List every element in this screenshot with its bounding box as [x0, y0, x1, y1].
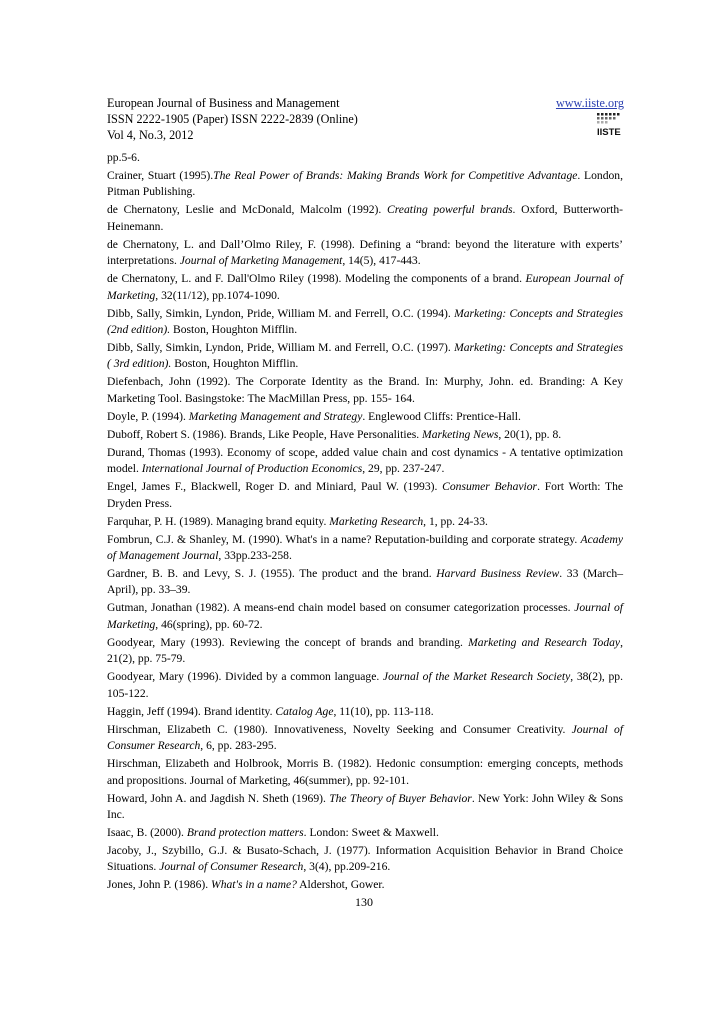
reference-text: , 32(11/12), pp.1074-1090. [155, 288, 280, 302]
reference-text: Dibb, Sally, Simkin, Lyndon, Pride, William M. and Ferrell, O.C. (1994). [107, 306, 455, 320]
reference-entry [107, 409, 623, 425]
reference-entry [107, 791, 623, 824]
reference-entry [107, 150, 623, 166]
journal-header [107, 95, 624, 143]
reference-italic-text: Journal of the Market Research Society [382, 670, 571, 684]
reference-italic-text: Creating powerful brands [386, 203, 513, 217]
reference-text: Hirschman, Elizabeth C. (1980). Innovativeness, Novelty Seeking and Consumer Creativity. [107, 722, 572, 736]
journal-volume: Vol 4, No.3, 2012 [107, 128, 194, 142]
reference-text: . Fort Worth: The Dryden Press. [107, 480, 624, 510]
reference-text: , 6, pp. 283-295. [200, 739, 277, 753]
reference-text: , 29, pp. 237-247. [362, 462, 445, 476]
reference-text: . New York: John Wiley & Sons Inc. [107, 791, 623, 821]
reference-entry [107, 722, 623, 755]
reference-text: Diefenbach, John (1992). The Corporate Identity as the Brand. In: Murphy, John. ed. Branding: A Key Marketing Tool. Basingstoke: The MacMillan Press, pp. 155- 164. [107, 375, 623, 405]
reference-italic-text: The Real Power of Brands: Making Brands Work for Competitive Advantage [213, 169, 578, 182]
reference-text: , 3(4), pp.209-216. [303, 860, 391, 874]
reference-entry [107, 202, 623, 235]
reference-italic-text: European Journal of Marketing [107, 272, 623, 302]
reference-text: Goodyear, Mary (1996). Divided by a common language. [107, 670, 383, 684]
reference-text: . 33 (March–April), pp. 33–39. [107, 567, 623, 597]
reference-text: Fombrun, C.J. & Shanley, M. (1990). What's in a name? Reputation-building and corporate strategy. [107, 532, 581, 546]
reference-text: . London, Pitman Publishing. [107, 169, 623, 199]
reference-text: , 20(1), pp. 8. [498, 427, 562, 441]
reference-entry [107, 635, 623, 668]
reference-text: de Chernatony, L. and Dall’Olmo Riley, F. (1998). Defining a “brand: beyond the literature with experts’ interpretations. [107, 237, 623, 268]
reference-text: Boston, Houghton Mifflin. [170, 323, 298, 337]
reference-text: Durand, Thomas (1993). Economy of scope, added value chain and cost dynamics - A tentative optimization model. [107, 445, 623, 476]
journal-url-link[interactable]: www.iiste.org [555, 96, 624, 110]
reference-entry [107, 756, 623, 789]
reference-text: Howard, John A. and Jagdish N. Sheth (1969). [107, 791, 330, 805]
page-number: 130 [355, 895, 373, 909]
reference-italic-text: Marketing and Research Today [468, 635, 621, 649]
reference-text: Dibb, Sally, Simkin, Lyndon, Pride, William M. and Ferrell, O.C. (1997). [107, 341, 455, 355]
reference-text: , 14(5), 417-443. [342, 254, 421, 268]
reference-text: Aldershot, Gower. [296, 878, 385, 892]
reference-italic-text: The Theory of Buyer Behavior [329, 791, 472, 805]
reference-entry [107, 374, 623, 407]
reference-text: . Oxford, Butterworth-Heinemann. [107, 203, 624, 233]
reference-italic-text: Harvard Business Review [436, 567, 560, 581]
reference-italic-text: Journal of Marketing Management [179, 254, 343, 268]
reference-text: , 46(spring), pp. 60-72. [155, 617, 263, 631]
reference-text: pp.5-6. [107, 151, 140, 164]
reference-text: Haggin, Jeff (1994). Brand identity. [107, 704, 276, 718]
reference-italic-text: Academy of Management Journal [107, 532, 623, 563]
reference-text: , 11(10), pp. 113-118. [333, 704, 434, 718]
reference-text: Isaac, B. (2000). [107, 825, 187, 839]
reference-entry [107, 704, 623, 720]
reference-entry [107, 306, 623, 339]
reference-italic-text: Marketing: Concepts and Strategies ( 3rd edition). [107, 341, 623, 371]
reference-italic-text: Marketing: Concepts and Strategies (2nd edition). [107, 306, 623, 337]
reference-text: Jacoby, J., Szybillo, G.J. & Busato-Schach, J. (1977). Information Acquisition Behavior in Brand Choice Situations. [107, 843, 623, 874]
reference-italic-text: What's in a name? [211, 878, 297, 892]
reference-text: Gutman, Jonathan (1982). A means-end chain model based on consumer categorization processes. [107, 601, 575, 615]
reference-text: Farquhar, P. H. (1989). Managing brand equity. [107, 514, 330, 528]
reference-text: Engel, James F., Blackwell, Roger D. and Miniard, Paul W. (1993). [107, 480, 443, 494]
reference-entry [107, 669, 623, 702]
reference-entry [107, 877, 623, 893]
reference-entry [107, 237, 623, 270]
reference-text: Gardner, B. B. and Levy, S. J. (1955). The product and the brand. [107, 567, 437, 581]
reference-entry [107, 532, 623, 565]
reference-italic-text: Brand protection matters [186, 825, 304, 839]
reference-text: Hirschman, Elizabeth and Holbrook, Morris B. (1982). Hedonic consumption: emerging concepts, methods and propositions. Journal of Marketing, 46(summer), pp. 92-101. [107, 757, 623, 787]
reference-entry [107, 168, 623, 201]
reference-italic-text: Catalog Age [275, 704, 334, 718]
reference-text: Duboff, Robert S. (1986). Brands, Like People, Have Personalities. [107, 427, 423, 441]
logo-text: IISTE [597, 127, 621, 137]
reference-entry [107, 479, 623, 512]
reference-entry [107, 514, 623, 530]
reference-text: . London: Sweet & Maxwell. [303, 825, 439, 839]
reference-text: , 21(2), pp. 75-79. [107, 635, 623, 666]
reference-text: . Englewood Cliffs: Prentice-Hall. [362, 409, 521, 423]
reference-text: de Chernatony, Leslie and McDonald, Malcolm (1992). [107, 203, 387, 217]
reference-italic-text: Marketing Research [329, 514, 424, 528]
reference-text: Jones, John P. (1986). [107, 878, 212, 892]
reference-entry [107, 566, 623, 599]
reference-text: Boston, Houghton Mifflin. [171, 357, 299, 371]
reference-entry [107, 445, 623, 478]
reference-text: , 33pp.233-258. [218, 549, 292, 563]
reference-text: , 1, pp. 24-33. [423, 514, 488, 528]
reference-italic-text: Journal of Consumer Research [107, 722, 624, 753]
reference-entry [107, 271, 623, 304]
reference-entry [107, 427, 623, 443]
iiste-logo [597, 113, 623, 137]
reference-entry [107, 340, 623, 373]
journal-issn: ISSN 2222-1905 (Paper) ISSN 2222-2839 (Online) [107, 112, 358, 126]
reference-italic-text: Journal of Consumer Research [159, 860, 304, 874]
reference-text: Doyle, P. (1994). [107, 409, 189, 423]
reference-italic-text: Marketing Management and Strategy [188, 409, 363, 423]
reference-italic-text: International Journal of Production Economics [141, 462, 363, 476]
reference-entry [107, 600, 623, 633]
reference-list [107, 150, 623, 895]
reference-entry [107, 825, 623, 841]
reference-text: Crainer, Stuart (1995). [107, 169, 214, 182]
reference-entry [107, 843, 623, 876]
reference-text: de Chernatony, L. and F. Dall'Olmo Riley (1998). Modeling the components of a brand. [107, 272, 526, 286]
reference-italic-text: Journal of Marketing [107, 601, 624, 631]
reference-text: Goodyear, Mary (1993). Reviewing the concept of brands and branding. [107, 635, 469, 649]
reference-italic-text: Marketing News [422, 427, 499, 441]
reference-italic-text: Consumer Behavior [442, 480, 538, 494]
reference-text: , 38(2), pp. 105-122. [107, 670, 623, 700]
journal-title: European Journal of Business and Management [107, 96, 340, 110]
